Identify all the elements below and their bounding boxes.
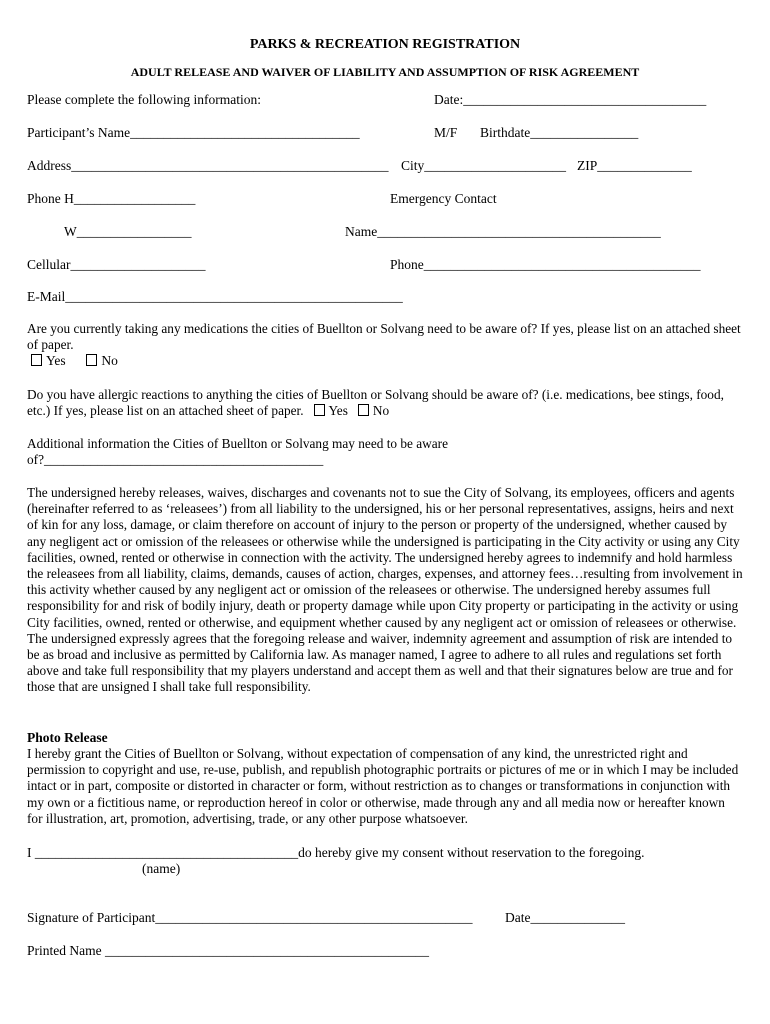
medications-question: Are you currently taking any medications the cities of Buellton or Solvang need to be aware of? If yes, please list on an attached sheet of paper. <box>27 321 741 353</box>
date-field[interactable]: Date:____________________________________ <box>434 92 707 107</box>
medications-no-checkbox[interactable] <box>86 354 97 366</box>
email-field[interactable]: E-Mail__________________________________________________ <box>27 289 403 304</box>
emergency-phone-field[interactable]: Phone_________________________________________ <box>390 257 701 272</box>
cellular-field[interactable]: Cellular____________________ <box>27 257 206 272</box>
allergic-no-label: No <box>372 403 390 419</box>
additional-info-field[interactable]: Additional information the Cities of Buellton or Solvang may need to be aware of?__________________________________________ <box>27 436 448 468</box>
allergic-yes-label: Yes <box>328 403 348 419</box>
medications-options <box>31 353 118 369</box>
printed-name-field[interactable]: Printed Name ________________________________________________ <box>27 943 429 958</box>
release-paragraph: The undersigned hereby releases, waives, discharges and covenants not to sue the City of Solvang, its employees, officers and agents (hereinafter referred to as ‘releasees’) from all liability to the undersigned, his or her personal representatives, assigns, heirs and next of kin for any loss, damage, or claim therefore on account of injury to the person or property of the undersigned, whether caused by any negligent act or omission of the releasees or otherwise while the undersigned is participating in the City activity or using any City facilities, owned, rented or otherwise in connection with the activity. The undersigned hereby agrees to indemnify and hold harmless the releasees from all liability, claims, demands, causes of action, charges, expenses, and attorney fees…resulting from involvement in this activity whether caused by any negligent act or omission of the releasees or otherwise. The undersigned hereby assumes full responsibility for and risk of bodily injury, death or property damage while upon City property or participating in the activity or using City facilities, owned, rented or otherwise, and equipment whether caused by any negligent act or omission of releasees or otherwise. The undersigned expressly agrees that the foregoing release and waiver, indemnity agreement and assumption of risk are intended to be as broad and inclusive as permitted by California law. As manager named, I agree to adhere to all rules and regulations set forth above and take full responsibility that my players understand and accept them as well and that their signatures below are true and for those that are unsigned I shall take full responsibility. <box>27 485 743 695</box>
medications-yes-label: Yes <box>46 353 66 368</box>
city-field[interactable]: City_____________________ <box>401 158 567 173</box>
address-field[interactable]: Address_______________________________________________ <box>27 158 389 173</box>
allergic-question <box>27 387 743 419</box>
emergency-name-field[interactable]: Name__________________________________________ <box>345 224 661 239</box>
participant-signature-field[interactable]: Signature of Participant_______________________________________________ <box>27 910 473 925</box>
birthdate-field[interactable]: Birthdate________________ <box>480 125 639 140</box>
allergic-yes-checkbox[interactable] <box>314 404 325 416</box>
allergic-no-checkbox[interactable] <box>358 404 369 416</box>
photo-release-paragraph: I hereby grant the Cities of Buellton or Solvang, without expectation of compensation of any kind, the unrestricted right and permission to copyright and use, re-use, publish, and republish photographic portraits or pictures of me or in which I may be included intact or in part, composite or distorted in character or form, without restriction as to changes or transformations in conjunction with my own or a fictitious name, or reproduction hereof in color or otherwise, made through any and all media now or hereafter known for illustration, art, promotion, advertising, trade, or any other purpose whatsoever. <box>27 746 739 826</box>
form-subtitle: ADULT RELEASE AND WAIVER OF LIABILITY AND ASSUMPTION OF RISK AGREEMENT <box>130 65 640 79</box>
medications-yes-checkbox[interactable] <box>31 354 42 366</box>
consent-name-field[interactable]: I _______________________________________do hereby give my consent without reservation to the foregoing. <box>27 845 645 860</box>
consent-name-caption: (name) <box>142 861 181 876</box>
allergic-question-text: Do you have allergic reactions to anything the cities of Buellton or Solvang should be aware of? (i.e. medications, bee stings, food, etc.) If yes, please list on an attached sheet of paper. <box>27 387 724 419</box>
home-phone-field[interactable]: Phone H__________________ <box>27 191 196 206</box>
zip-field[interactable]: ZIP______________ <box>577 158 692 173</box>
work-phone-field[interactable]: W_________________ <box>64 224 192 239</box>
instructions-label: Please complete the following information: <box>27 92 261 107</box>
emergency-contact-label: Emergency Contact <box>390 191 497 206</box>
medications-no-label: No <box>101 353 118 368</box>
signature-date-field[interactable]: Date______________ <box>505 910 625 925</box>
gender-field[interactable]: M/F <box>434 125 458 140</box>
participant-name-field[interactable]: Participant’s Name__________________________________ <box>27 125 360 140</box>
photo-release-heading: Photo Release <box>27 730 108 745</box>
form-title: PARKS & RECREATION REGISTRATION <box>249 37 521 52</box>
